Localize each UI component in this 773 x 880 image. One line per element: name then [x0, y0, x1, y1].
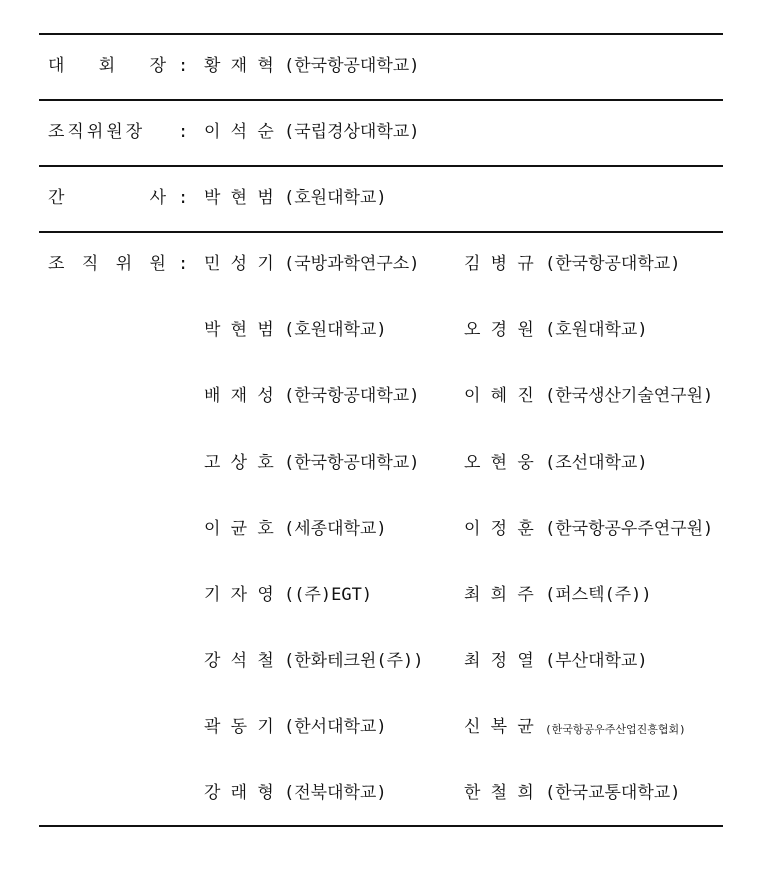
member-name: 기 자 영: [204, 585, 274, 605]
member-affiliation: (한국항공우주연구원): [545, 519, 714, 539]
member-name: 신 복 균: [464, 717, 534, 737]
member-affiliation: (한국항공대학교): [284, 453, 420, 473]
member-affiliation: (조선대학교): [545, 453, 648, 473]
member-name: 이 혜 진: [464, 386, 534, 406]
chairman-role: [48, 56, 166, 76]
chairman-name: 황 재 혁: [204, 56, 274, 76]
members-role: [48, 254, 166, 274]
member-name: 강 석 철: [204, 651, 274, 671]
chairman-role-char: 회: [98, 56, 116, 76]
colon: :: [178, 56, 189, 76]
member-name: 곽 동 기: [204, 717, 274, 737]
member-affiliation: (전북대학교): [284, 783, 387, 803]
colon: :: [178, 188, 189, 208]
secretary-role-char: 사: [149, 188, 166, 208]
member-affiliation: (한국항공우주산업진흥협회): [545, 723, 686, 736]
member-name: 민 성 기: [204, 254, 274, 274]
member-name: 이 정 훈: [464, 519, 534, 539]
members-role-char: 조: [48, 254, 65, 274]
member-name: 박 현 범: [204, 320, 274, 340]
chairman-role-char: 대: [48, 56, 65, 76]
secretary-name: 박 현 범: [204, 188, 274, 208]
member-affiliation: (한국교통대학교): [545, 783, 681, 803]
member-name: 최 정 열: [464, 651, 534, 671]
member-affiliation: (한국생산기술연구원): [545, 386, 714, 406]
member-affiliation: (부산대학교): [545, 651, 648, 671]
member-affiliation: (한국항공대학교): [545, 254, 681, 274]
members-role-char: 원: [149, 254, 166, 274]
member-name: 배 재 성: [204, 386, 274, 406]
member-name: 이 균 호: [204, 519, 274, 539]
members-role-char: 직: [81, 254, 99, 274]
member-affiliation: ((주)EGT): [284, 585, 373, 605]
member-affiliation: (호원대학교): [284, 320, 387, 340]
member-name: 강 래 형: [204, 783, 274, 803]
rule-top: [39, 33, 723, 35]
member-affiliation: (한서대학교): [284, 717, 387, 737]
chairman-affiliation: (한국항공대학교): [284, 56, 420, 76]
secretary-role: [48, 188, 166, 208]
colon: :: [178, 122, 189, 142]
member-name: 최 희 주: [464, 585, 534, 605]
secretary-role-char: 간: [48, 188, 65, 208]
member-name: 김 병 규: [464, 254, 534, 274]
colon: :: [178, 254, 189, 274]
rule-after-committee-chair: [39, 165, 723, 167]
rule-after-secretary: [39, 231, 723, 233]
member-affiliation: (한국항공대학교): [284, 386, 420, 406]
rule-bottom: [39, 825, 723, 827]
committee-chair-affiliation: (국립경상대학교): [284, 122, 420, 142]
committee-chair-name: 이 석 순: [204, 122, 274, 142]
member-name: 오 경 원: [464, 320, 534, 340]
member-affiliation: (국방과학연구소): [284, 254, 420, 274]
members-role-char: 위: [115, 254, 133, 274]
member-affiliation: (세종대학교): [284, 519, 387, 539]
chairman-role-char: 장: [149, 56, 166, 76]
secretary-affiliation: (호원대학교): [284, 188, 387, 208]
member-name: 오 현 웅: [464, 453, 534, 473]
member-affiliation: (퍼스텍(주)): [545, 585, 652, 605]
member-affiliation: (호원대학교): [545, 320, 648, 340]
member-name: 고 상 호: [204, 453, 274, 473]
committee-chair-role: 조직위원장: [48, 122, 146, 142]
rule-after-chairman: [39, 99, 723, 101]
member-affiliation: (한화테크윈(주)): [284, 651, 424, 671]
member-name: 한 철 희: [464, 783, 534, 803]
